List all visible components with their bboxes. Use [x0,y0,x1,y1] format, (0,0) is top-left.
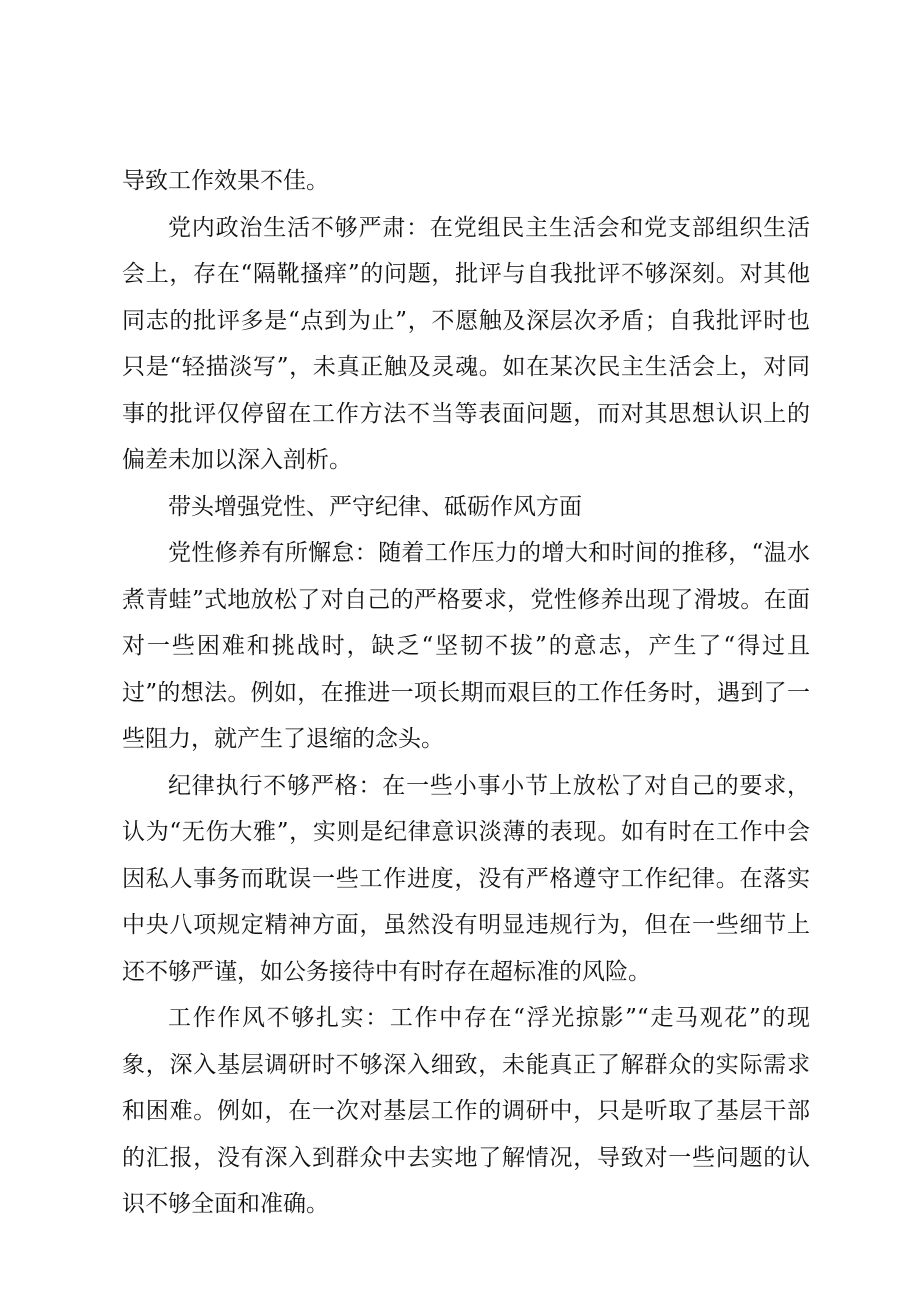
paragraph-continuation: 导致工作效果不佳。 [122,168,329,194]
paragraph-party-life: 党内政治生活不够严肃：在党组民主生活会和党支部组织生活会上，存在“隔靴搔痒”的问题，批评与自我批评不够深刻。对其他同志的批评多是“点到为止”，不愿触及深层次矛盾；自我批评时也只是“轻描淡写”，未真正触及灵魂。如在某次民主生活会上，对同事的批评仅停留在工作方法不当等表面问题，而对其思想认识上的偏差未加以深入剖析。 [122,214,810,473]
paragraph-work-style: 工作作风不够扎实：工作中存在“浮光掠影”“走马观花”的现象，深入基层调研时不够深入细致，未能真正了解群众的实际需求和困难。例如，在一次对基层工作的调研中，只是听取了基层干部的汇报，没有深入到群众中去实地了解情况，导致对一些问题的认识不够全面和准确。 [122,1005,810,1217]
document-page [122,158,810,1228]
paragraph-party-spirit: 党性修养有所懈怠：随着工作压力的增大和时间的推移，“温水煮青蛙”式地放松了对自己的严格要求，党性修养出现了滑坡。在面对一些困难和挑战时，缺乏“坚韧不拔”的意志，产生了“得过且过”的想法。例如，在推进一项长期而艰巨的工作任务时，遇到了一些阻力，就产生了退缩的念头。 [122,540,810,752]
paragraph-discipline: 纪律执行不够严格：在一些小事小节上放松了对自己的要求，认为“无伤大雅”，实则是纪律意识淡薄的表现。如有时在工作中会因私人事务而耽误一些工作进度，没有严格遵守工作纪律。在落实中央八项规定精神方面，虽然没有明显违规行为，但在一些细节上还不够严谨，如公务接待中有时存在超标准的风险。 [122,772,810,985]
section-heading: 带头增强党性、严守纪律、砥砺作风方面 [168,493,582,520]
